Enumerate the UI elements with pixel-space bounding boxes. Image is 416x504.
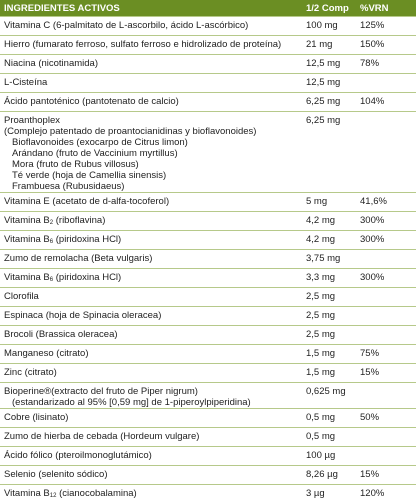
ingredient-name: Espinaca (hoja de Spinacia oleracea) <box>4 310 162 321</box>
table-header <box>0 0 416 17</box>
vrn-cell: 15% <box>356 466 416 485</box>
amount-cell: 100 mg <box>302 17 356 36</box>
ingredient-name: Clorofila <box>4 291 39 302</box>
ingredient-name: Brocoli (Brassica oleracea) <box>4 329 118 340</box>
table-row <box>0 55 416 74</box>
ingredient-cell <box>0 55 302 74</box>
ingredient-name: Selenio (selenito sódico) <box>4 469 108 480</box>
table-row <box>0 409 416 428</box>
ingredient-cell <box>0 364 302 383</box>
table-row <box>0 74 416 93</box>
amount-cell: 3,75 mg <box>302 250 356 269</box>
table-row <box>0 269 416 288</box>
ingredient-cell <box>0 112 302 193</box>
table-row <box>0 345 416 364</box>
vrn-cell <box>356 307 416 326</box>
vrn-cell: 78% <box>356 55 416 74</box>
ingredient-name: Vitamina C (6-palmitato de L-ascorbilo, ácido L-ascórbico) <box>4 20 249 31</box>
vrn-cell: 104% <box>356 93 416 112</box>
ingredient-cell <box>0 428 302 447</box>
ingredient-cell <box>0 74 302 93</box>
vrn-cell <box>356 428 416 447</box>
table-row <box>0 288 416 307</box>
vrn-cell <box>356 383 416 409</box>
ingredient-name: Niacina (nicotinamida) <box>4 58 98 69</box>
amount-cell: 2,5 mg <box>302 307 356 326</box>
amount-cell: 4,2 mg <box>302 212 356 231</box>
ingredient-sub-line: Frambuesa (Rubusidaeus) <box>12 181 125 192</box>
amount-cell: 3,3 mg <box>302 269 356 288</box>
amount-cell: 5 mg <box>302 193 356 212</box>
table-row <box>0 93 416 112</box>
table-row <box>0 326 416 345</box>
ingredient-cell <box>0 250 302 269</box>
ingredient-name: Vitamina $B_{12}$ (cianocobalamina) <box>4 488 137 499</box>
header-vrn: %VRN <box>356 0 416 17</box>
table-row <box>0 307 416 326</box>
ingredient-cell <box>0 466 302 485</box>
vrn-cell <box>356 250 416 269</box>
table-row <box>0 485 416 504</box>
ingredient-name: Cobre (lisinato) <box>4 412 69 423</box>
header-ingredients: INGREDIENTES ACTIVOS <box>0 0 302 17</box>
amount-cell: 8,26 µg <box>302 466 356 485</box>
header-amount: 1/2 Comp <box>302 0 356 17</box>
ingredient-name: Hierro (fumarato ferroso, sulfato ferroso e hidrolizado de proteína) <box>4 39 282 50</box>
ingredient-sub-line: Arándano (fruto de Vaccinium myrtillus) <box>12 148 178 159</box>
amount-cell: 4,2 mg <box>302 231 356 250</box>
table-row <box>0 17 416 36</box>
amount-cell: 6,25 mg <box>302 93 356 112</box>
ingredient-sub-line: (estandarizado al 95% [0,59 mg] de 1-piperoylpiperidina) <box>12 397 251 408</box>
vrn-cell: 300% <box>356 212 416 231</box>
vrn-cell: 300% <box>356 269 416 288</box>
table-row <box>0 212 416 231</box>
ingredient-cell <box>0 93 302 112</box>
ingredient-name: Ácido pantoténico (pantotenato de calcio) <box>4 96 179 107</box>
ingredient-sub-line: Mora (fruto de Rubus villosus) <box>12 159 139 170</box>
table-row <box>0 193 416 212</box>
ingredient-sub-line: (Complejo patentado de proantocianidinas y bioflavonoides) <box>4 126 257 137</box>
ingredient-cell <box>0 447 302 466</box>
amount-cell: 0,5 mg <box>302 428 356 447</box>
ingredient-name: Vitamina $B_6$ (piridoxina HCl) <box>4 234 122 245</box>
table-row <box>0 36 416 55</box>
ingredient-sub-line: Té verde (hoja de Camellia sinensis) <box>12 170 167 181</box>
vrn-cell: 75% <box>356 345 416 364</box>
ingredient-cell <box>0 326 302 345</box>
table-row <box>0 383 416 409</box>
ingredient-cell <box>0 17 302 36</box>
ingredient-name: Vitamina E (acetato de d-alfa-tocoferol) <box>4 196 170 207</box>
amount-cell: 12,5 mg <box>302 74 356 93</box>
ingredient-cell <box>0 36 302 55</box>
amount-cell: 2,5 mg <box>302 288 356 307</box>
vrn-cell <box>356 74 416 93</box>
table-row <box>0 428 416 447</box>
amount-cell: 3 µg <box>302 485 356 504</box>
ingredient-name: Manganeso (citrato) <box>4 348 89 359</box>
vrn-cell: 125% <box>356 17 416 36</box>
vrn-cell <box>356 288 416 307</box>
amount-cell: 12,5 mg <box>302 55 356 74</box>
ingredient-name: Zumo de hierba de cebada (Hordeum vulgare) <box>4 431 200 442</box>
ingredient-cell <box>0 269 302 288</box>
vrn-cell: 15% <box>356 364 416 383</box>
vrn-cell <box>356 112 416 193</box>
ingredient-cell <box>0 409 302 428</box>
vrn-cell: 300% <box>356 231 416 250</box>
ingredient-name: Vitamina $B_2$ (riboflavina) <box>4 215 106 226</box>
amount-cell: 0,5 mg <box>302 409 356 428</box>
ingredient-cell <box>0 288 302 307</box>
table-row <box>0 447 416 466</box>
amount-cell: 6,25 mg <box>302 112 356 193</box>
ingredient-name: Proanthoplex <box>4 115 60 126</box>
ingredient-name: Zinc (citrato) <box>4 367 57 378</box>
amount-cell: 100 µg <box>302 447 356 466</box>
ingredient-cell <box>0 231 302 250</box>
ingredient-sub-line: Bioflavonoides (exocarpo de Citrus limon) <box>12 137 188 148</box>
ingredient-cell <box>0 383 302 409</box>
ingredient-cell <box>0 485 302 504</box>
amount-cell: 21 mg <box>302 36 356 55</box>
ingredient-cell <box>0 307 302 326</box>
table-row <box>0 231 416 250</box>
ingredient-name: Ácido fólico (pteroilmonoglutámico) <box>4 450 152 461</box>
vrn-cell: 41,6% <box>356 193 416 212</box>
amount-cell: 1,5 mg <box>302 364 356 383</box>
table-row <box>0 112 416 193</box>
ingredient-cell <box>0 212 302 231</box>
amount-cell: 0,625 mg <box>302 383 356 409</box>
ingredient-name: Zumo de remolacha (Beta vulgaris) <box>4 253 153 264</box>
amount-cell: 2,5 mg <box>302 326 356 345</box>
table-row <box>0 250 416 269</box>
vrn-cell <box>356 326 416 345</box>
table-row <box>0 364 416 383</box>
amount-cell: 1,5 mg <box>302 345 356 364</box>
ingredient-name: Bioperine®(extracto del fruto de Piper nigrum) <box>4 386 198 397</box>
vrn-cell <box>356 447 416 466</box>
vrn-cell: 50% <box>356 409 416 428</box>
ingredient-name: Vitamina $B_6$ (piridoxina HCl) <box>4 272 122 283</box>
vrn-cell: 120% <box>356 485 416 504</box>
vrn-cell: 150% <box>356 36 416 55</box>
ingredient-name: L-Cisteína <box>4 77 48 88</box>
table-row <box>0 466 416 485</box>
ingredient-cell <box>0 193 302 212</box>
ingredient-cell <box>0 345 302 364</box>
